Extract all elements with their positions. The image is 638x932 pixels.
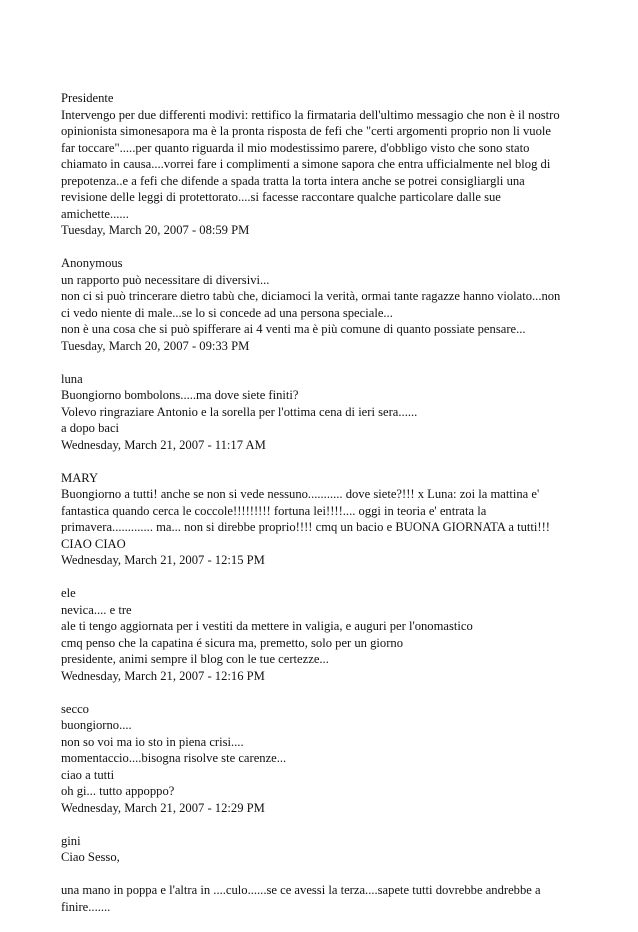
comment-author: gini bbox=[61, 833, 81, 848]
comment-text-line: chiamato in causa....vorrei fare i complimenti a simone sapora che entra ufficialmente nel blog di bbox=[61, 157, 551, 171]
comment-text-line: Volevo ringraziare Antonio e la sorella per l'ottima cena di ieri sera...... bbox=[61, 404, 418, 419]
document-page bbox=[61, 90, 581, 932]
comment-text-line: prepotenza..e a fefi che difende a spada tratta la torta intera anche se potrei consigliargli una bbox=[61, 173, 525, 188]
comment-text-line: non è una cosa che si può spifferare ai 4 venti ma è più comune di quanto possiate pensare... bbox=[61, 322, 526, 336]
comment-entry bbox=[61, 255, 581, 354]
comment-text-line: a dopo baci bbox=[61, 421, 120, 435]
comment-text-line: presidente, animi sempre il blog con le tue certezze... bbox=[61, 652, 329, 666]
comment-text-line: revisione delle leggi di protettorato....si facesse raccontare qualche particolare dalle sue bbox=[61, 190, 501, 204]
comment-blank-line bbox=[61, 866, 581, 883]
comment-text-line: opinionista simonesapora ma è la pronta risposta de fefi che "certi argomenti proprio non li vuole bbox=[61, 124, 551, 138]
comment-text-line: oh gi... tutto appoppo? bbox=[61, 784, 175, 798]
comment-text-line: Ciao Sesso, bbox=[61, 850, 120, 864]
comment-author: Anonymous bbox=[61, 256, 123, 270]
comment-text-line: CIAO CIAO bbox=[61, 536, 126, 551]
comment-timestamp: Wednesday, March 21, 2007 - 12:16 PM bbox=[61, 668, 265, 683]
comment-timestamp: Wednesday, March 21, 2007 - 11:17 AM bbox=[61, 437, 266, 452]
comment-timestamp: Wednesday, March 21, 2007 - 12:15 PM bbox=[61, 553, 265, 567]
comment-text-line: cmq penso che la capatina é sicura ma, premetto, solo per un giorno bbox=[61, 635, 404, 650]
comment-text-line: Intervengo per due differenti modivi: rettifico la firmataria dell'ultimo messagio che non è il nostro bbox=[61, 107, 560, 122]
comment-text-line: fantastica quando cerca le coccole!!!!!!!!! fortuna lei!!!!.... oggi in teoria e' entrata la bbox=[61, 503, 487, 518]
comment-author: secco bbox=[61, 701, 89, 716]
comment-text-line: ciao a tutti bbox=[61, 767, 115, 782]
comment-text-line: non so voi ma io sto in piena crisi.... bbox=[61, 734, 244, 749]
comment-text-line: nevica.... e tre bbox=[61, 602, 132, 617]
comment-timestamp: Tuesday, March 20, 2007 - 09:33 PM bbox=[61, 338, 250, 353]
comment-text-line: Buongiorno a tutti! anche se non si vede nessuno........... dove siete?!!! x Luna: zoi la mattina e' bbox=[61, 487, 540, 501]
comment-entry bbox=[61, 470, 581, 569]
comment-text-line: momentaccio....bisogna risolve ste carenze... bbox=[61, 751, 287, 765]
comment-text-line: buongiorno.... bbox=[61, 718, 132, 732]
comment-author: Presidente bbox=[61, 91, 114, 105]
comment-text-line: ci vedo niente di male...se lo si concede ad una persona speciale... bbox=[61, 305, 393, 320]
comment-entry bbox=[61, 585, 581, 684]
comment-text-line: ale ti tengo aggiornata per i vestiti da mettere in valigia, e auguri per l'onomastico bbox=[61, 619, 473, 633]
comment-timestamp: Wednesday, March 21, 2007 - 12:29 PM bbox=[61, 800, 265, 815]
comment-author: luna bbox=[61, 371, 83, 386]
comment-author: ele bbox=[61, 586, 76, 600]
comment-text-line: non ci si può trincerare dietro tabù che, diciamoci la verità, ormai tante ragazze hanno violato...non bbox=[61, 289, 561, 303]
comment-text-line: Buongiorno bombolons.....ma dove siete finiti? bbox=[61, 388, 299, 402]
comment-entry bbox=[61, 90, 581, 239]
comment-timestamp: Tuesday, March 20, 2007 - 08:59 PM bbox=[61, 223, 250, 237]
comment-entry bbox=[61, 701, 581, 817]
comment-author: MARY bbox=[61, 470, 99, 485]
comment-text-line: finire....... bbox=[61, 899, 111, 914]
comment-text-line: primavera............. ma... non si direbbe proprio!!!! cmq un bacio e BUONA GIORNATA a tutti!!! bbox=[61, 520, 550, 534]
comment-text-line: amichette...... bbox=[61, 206, 129, 221]
comment-text-line: far toccare".....per quanto riguarda il mio modestissimo parere, d'obbligo visto che sono stato bbox=[61, 140, 530, 155]
comment-entry bbox=[61, 371, 581, 454]
comment-text-line: un rapporto può necessitare di diversivi... bbox=[61, 272, 270, 287]
comment-text-line: una mano in poppa e l'altra in ....culo......se ce avessi la terza....sapete tutti dovrebbe andrebbe a bbox=[61, 883, 541, 897]
